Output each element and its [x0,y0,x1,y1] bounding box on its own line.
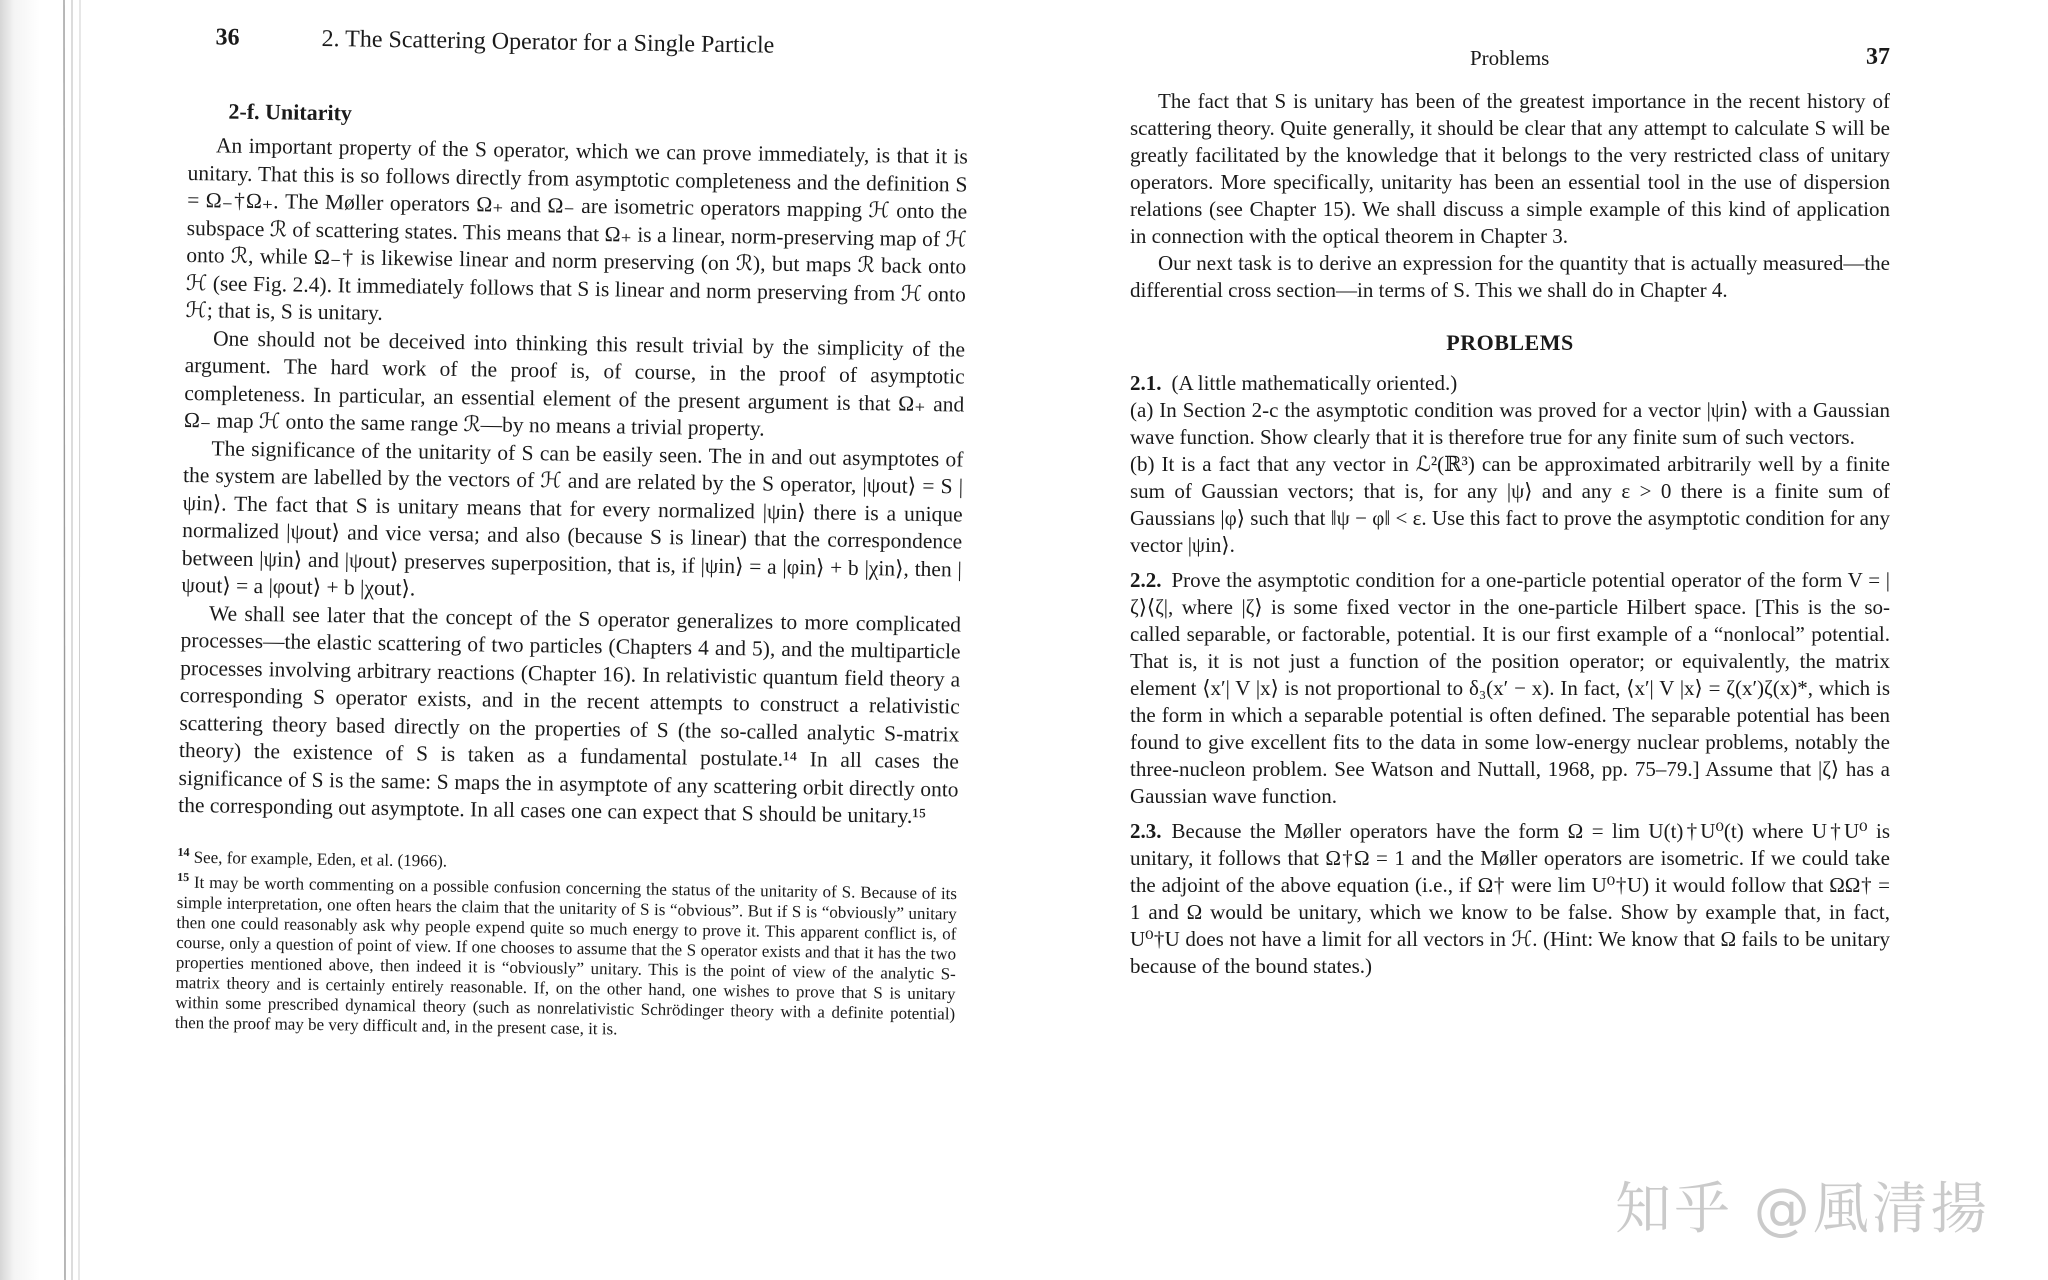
paragraph: One should not be deceived into thinking this result trivial by the simplicity of the argument. The hard work of the proof is, of course, in the proof of asymptotic completeness. In particular, an essential element of the present argument is that Ω₊ and Ω₋ map ℋ onto the same range ℛ—by no means a trivial property. [183,325,966,441]
binding-shadow-lines [60,0,90,1280]
problem [1130,818,1890,980]
right-page-content [1130,40,1890,988]
paragraph: Our next task is to derive an expression for the quantity that is actually measured—the differential cross section—in terms of S. This we shall do in Chapter 4. [1130,251,1890,302]
paragraph: An important property of the S operator, which we can prove immediately, is that it is unitary. That this is so follows directly from asymptotic completeness and the definition S = Ω₋†Ω₊. The Møller operators Ω₊ and Ω₋ are isometric operators mapping ℋ onto the subspace ℛ of scattering states. This means that Ω₊ is a linear, norm-preserving map of ℋ onto ℛ, while Ω₋† is likewise linear and norm preserving (on ℛ), but maps ℛ back onto ℋ (see Fig. 2.4). It immediately follows that S is linear and norm preserving from ℋ onto ℋ; that is, S is unitary. [185,133,969,325]
problem-number: 2.2. [1130,568,1162,592]
paragraph: We shall see later that the concept of the S operator generalizes to more complicated processes—the elastic scattering of two particles (Chapters 4 and 5), and the multiparticle processes involving arbitrary reactions (Chapter 16). In relativistic quantum field theory a corresponding S operator exists, and in the recent attempts to construct a relativistic scattering theory based directly on the properties of S (the so-called analytic S-matrix theory) the existence of S is taken as a fundamental postulate.¹⁴ In all cases the significance of S is the same: S maps the in asymptote of any scattering orbit directly onto the corresponding out asymptote. In all cases one can expect that S should be unitary.¹⁵ [178,600,962,829]
right-page [1100,0,1920,1280]
watermark: 知乎 @風清揚 [1615,1177,1990,1242]
left-page-header [189,10,970,70]
page-number: 36 [215,24,240,51]
problems-heading: PROBLEMS [1446,330,1574,355]
problem [1130,567,1890,810]
footnotes [175,841,958,1044]
footnote-mark: 15 [177,870,190,885]
problem-number: 2.1. [1130,371,1162,395]
problem-text: (A little mathematically oriented.) [1171,371,1458,395]
footnote-text: It may be worth commenting on a possible confusion concerning the status of the unitarity of S. Because of its simple interpretation, one often hears the claim that the unitarity of S is “obvious”. But if S is “obviously” unitary then one could reasonably ask why people expend quite so much energy to prove it. This apparent conflict is, of course, only a question of point of view. If one chooses to assume that the S operator exists and that it has the two properties mentioned above, then indeed it is “obviously” unitary. This is the point of view of the analytic S-matrix theory and is certainly entirely reasonable. If, on the other hand, one wishes to prove that S is unitary within some prescribed dynamical theory (such as nonrelativistic Schrödinger theory with a definite potential) then the proof may be very difficult and, in the present case, it is. [174,872,958,1039]
left-page-content [175,10,970,1044]
problem-text: Prove the asymptotic condition for a one-particle potential operator of the form V = |ζ⟩⟨ζ|, where |ζ⟩ is some fixed vector in the one-particle Hilbert space. [This is the so-called separable, or factorable, potential. It is our first example of a “nonlocal” potential. That is, it is not just a function of the position operator; or equivalently, the matrix element ⟨x′| V |x⟩ is not proportional to δ₃(x′ − x). In fact, ⟨x′| V |x⟩ = ζ(x′)ζ(x)*, which is the form in which a separable potential is often defined. The separable potential has been found to give excellent fits to the data in some low-energy nuclear problems, notably the three-nucleon problem. See Watson and Nuttall, 1968, pp. 75–79.] Assume that |ζ⟩ has a Gaussian wave function. [1130,568,1890,808]
section-title: 2-f. Unitarity [228,98,353,126]
paragraph: The significance of the unitarity of S can be easily seen. The in and out asymptotes of the system are labelled by the vectors of ℋ and are related by the S operator, |ψout⟩ = S |ψin⟩. The fact that S is unitary means that for every normalized |ψin⟩ there is a unique normalized |ψout⟩ and vice versa; and also (because S is linear) that the correspondence between |ψin⟩ and |ψout⟩ preserves superposition, that is, if |ψin⟩ = a |φin⟩ + b |χin⟩, then |ψout⟩ = a |φout⟩ + b |χout⟩. [181,435,964,601]
left-page [100,0,1030,1280]
footnote-mark: 14 [177,844,190,859]
right-page-header [1130,40,1890,88]
page-number: 37 [1866,44,1890,70]
paragraph: The fact that S is unitary has been of the greatest importance in the recent history of scattering theory. Quite generally, it should be clear that any attempt to calculate S will be greatly facilitated by the knowledge that it belongs to the very restricted class of unitary operators. More specifically, unitarity has been an essential tool in the use of dispersion relations (see Chapter 15). We shall discuss a simple example of this kind of application in connection with the optical theorem in Chapter 3. [1130,89,1890,248]
footnote [175,867,957,1044]
problem [1130,370,1890,559]
footnote-text: See, for example, Eden, et al. (1966). [193,847,448,871]
problem-number: 2.3. [1130,819,1162,843]
problem-text: Because the Møller operators have the form Ω = lim U(t)†U⁰(t) where U†U⁰ is unitary, it follows that Ω†Ω = 1 and the Møller operators are isometric. If we could take the adjoint of the above equation (i.e., if Ω† were lim U⁰†U) it would follow that ΩΩ† = 1 and Ω would be unitary, which we know to be false. Show by example that, in fact, U⁰†U does not have a limit for all vectors in ℋ. (Hint: We know that Ω fails to be unitary because of the bound states.) [1130,819,1890,978]
running-header: Problems [1470,46,1550,70]
problem-part: (b) It is a fact that any vector in ℒ²(ℝ³) can be approximated arbitrarily well by a finite sum of Gaussian vectors; that is, for any |ψ⟩ and any ε > 0 there is a finite sum of Gaussians |φ⟩ such that ‖ψ − φ‖ < ε. Use this fact to prove the asymptotic condition for any vector |ψin⟩. [1130,452,1890,557]
chapter-title: 2. The Scattering Operator for a Single Particle [321,25,775,59]
problem-part: (a) In Section 2-c the asymptotic condition was proved for a vector |ψin⟩ with a Gaussian wave function. Show clearly that it is therefore true for any finite sum of such vectors. [1130,398,1890,449]
